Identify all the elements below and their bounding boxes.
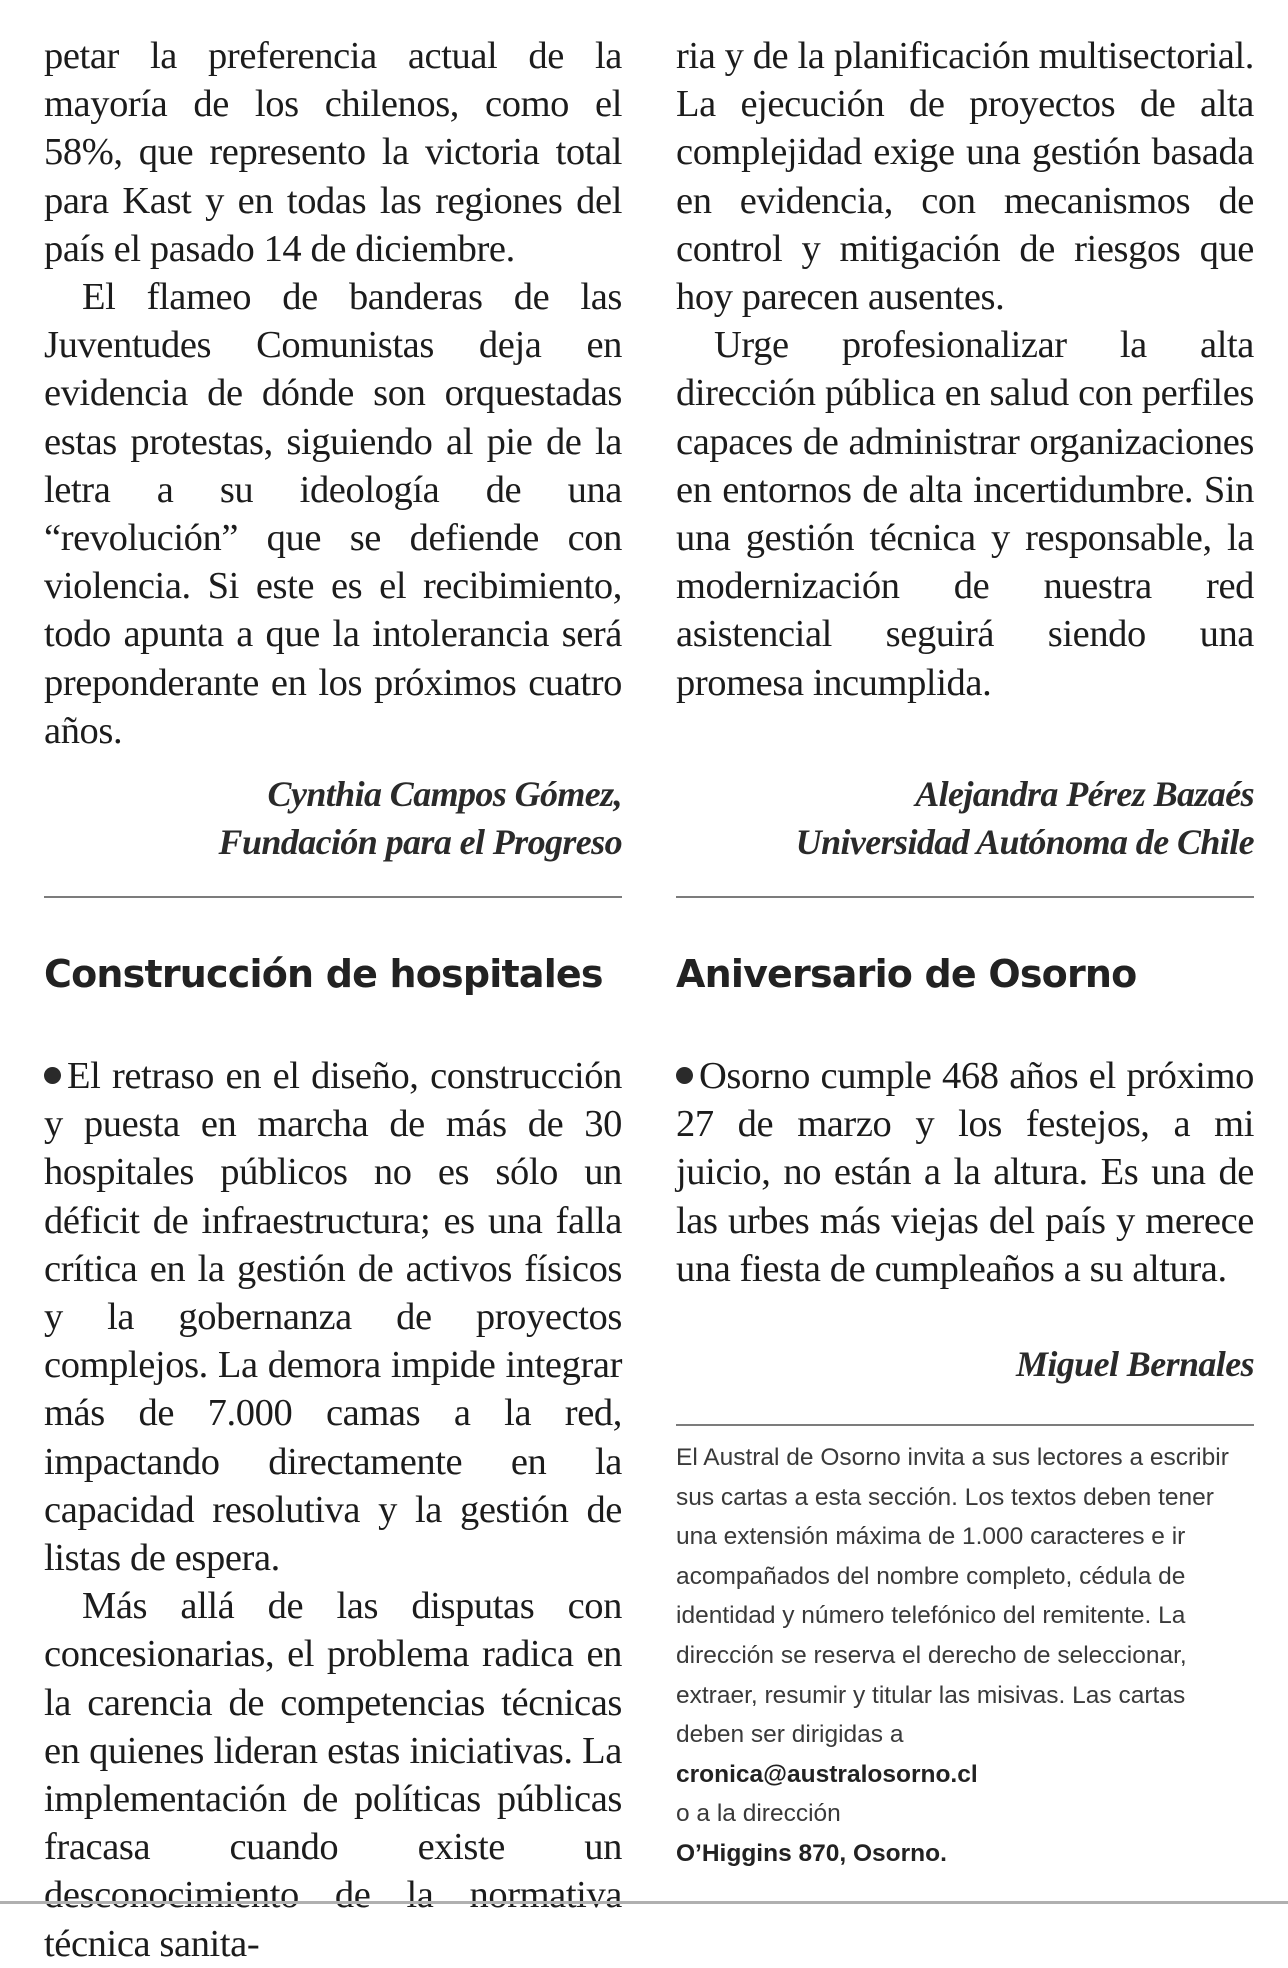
bullet-icon (44, 1067, 61, 1084)
notice-email[interactable]: cronica@australosorno.cl (676, 1760, 978, 1788)
notice-divider (676, 1424, 1254, 1426)
letter-paragraph: Osorno cumple 468 años el próximo 27 de marzo y los festejos, a mi juicio, no están a la altura. Es una de las urbes más viejas del país y merece una fiesta de cumpleaños a su altura. (676, 1055, 1254, 1290)
page-bottom-rule (0, 1901, 1288, 1904)
letter-signature-campos (44, 770, 622, 866)
letter-paragraph: El flameo de banderas de las Juventudes Comunistas deja en evidencia de dónde son orquestadas estas protestas, siguiendo al pie de la letra a su ideología de una “revolución” que se defiende con violencia. Si este es el recibimiento, todo apunta a que la intolerancia será preponderante en los próximos cuatro años. (44, 276, 622, 752)
section-title-osorno: Aniversario de Osorno (676, 952, 1137, 996)
signature-org: Fundación para el Progreso (218, 822, 622, 862)
signature-name: Alejandra Pérez Bazaés (915, 774, 1254, 814)
letter-kast-continuation (44, 32, 622, 755)
letter-signature-perez (676, 770, 1254, 866)
section-divider (44, 896, 622, 898)
letter-paragraph: Más allá de las disputas con concesionarias, el problema radica en la carencia de competencias técnicas en quienes lideran estas iniciativas. La implementación de políticas públicas fracasa cuando existe un desconocimiento de la normativa técnica sanita- (44, 1585, 622, 1965)
notice-address: O’Higgins 870, Osorno. (676, 1839, 947, 1867)
signature-org: Universidad Autónoma de Chile (795, 822, 1254, 862)
letter-paragraph: petar la preferencia actual de la mayoría de los chilenos, como el 58%, que represento la victoria total para Kast y en todas las regiones del país el pasado 14 de diciembre. (44, 35, 622, 270)
letter-salud-continuation (676, 32, 1254, 707)
signature-name: Miguel Bernales (1015, 1344, 1254, 1384)
letter-signature-bernales (676, 1340, 1254, 1388)
notice-address-label: o a la dirección (676, 1800, 841, 1828)
signature-name: Cynthia Campos Gómez, (267, 774, 622, 814)
letter-paragraph: Urge profesionalizar la alta dirección pública en salud con perfiles capaces de administrar organizaciones en entornos de alta incertidumbre. Sin una gestión técnica y responsable, la modernización de nuestra red asistencial seguirá siendo una promesa incumplida. (676, 324, 1254, 704)
editorial-notice (676, 1438, 1256, 1874)
letter-paragraph: ria y de la planificación multisectorial. La ejecución de proyectos de alta complejidad exige una gestión basada en evidencia, con mecanismos de control y mitigación de riesgos que hoy parecen ausentes. (676, 35, 1254, 319)
section-title-hospitales: Construcción de hospitales (44, 952, 603, 996)
section-divider (676, 896, 1254, 898)
bullet-icon (676, 1067, 693, 1084)
letter-hospitales (44, 1052, 622, 1968)
notice-text: El Austral de Osorno invita a sus lectores a escribir sus cartas a esta sección. Los textos deben tener una extensión máxima de 1.000 caracteres e ir acompañados del nombre completo, cédula de identidad y número telefónico del remitente. La dirección se reserva el derecho de seleccionar, extraer, resumir y titular las misivas. Las cartas deben ser dirigidas a (676, 1444, 1229, 1749)
letter-osorno (676, 1052, 1254, 1293)
letter-paragraph: El retraso en el diseño, construcción y puesta en marcha de más de 30 hospitales públicos no es sólo un déficit de infraestructura; es una falla crítica en la gestión de activos físicos y la gobernanza de proyectos complejos. La demora impide integrar más de 7.000 camas a la red, impactando directamente en la capacidad resolutiva y la gestión de listas de espera. (44, 1055, 622, 1580)
